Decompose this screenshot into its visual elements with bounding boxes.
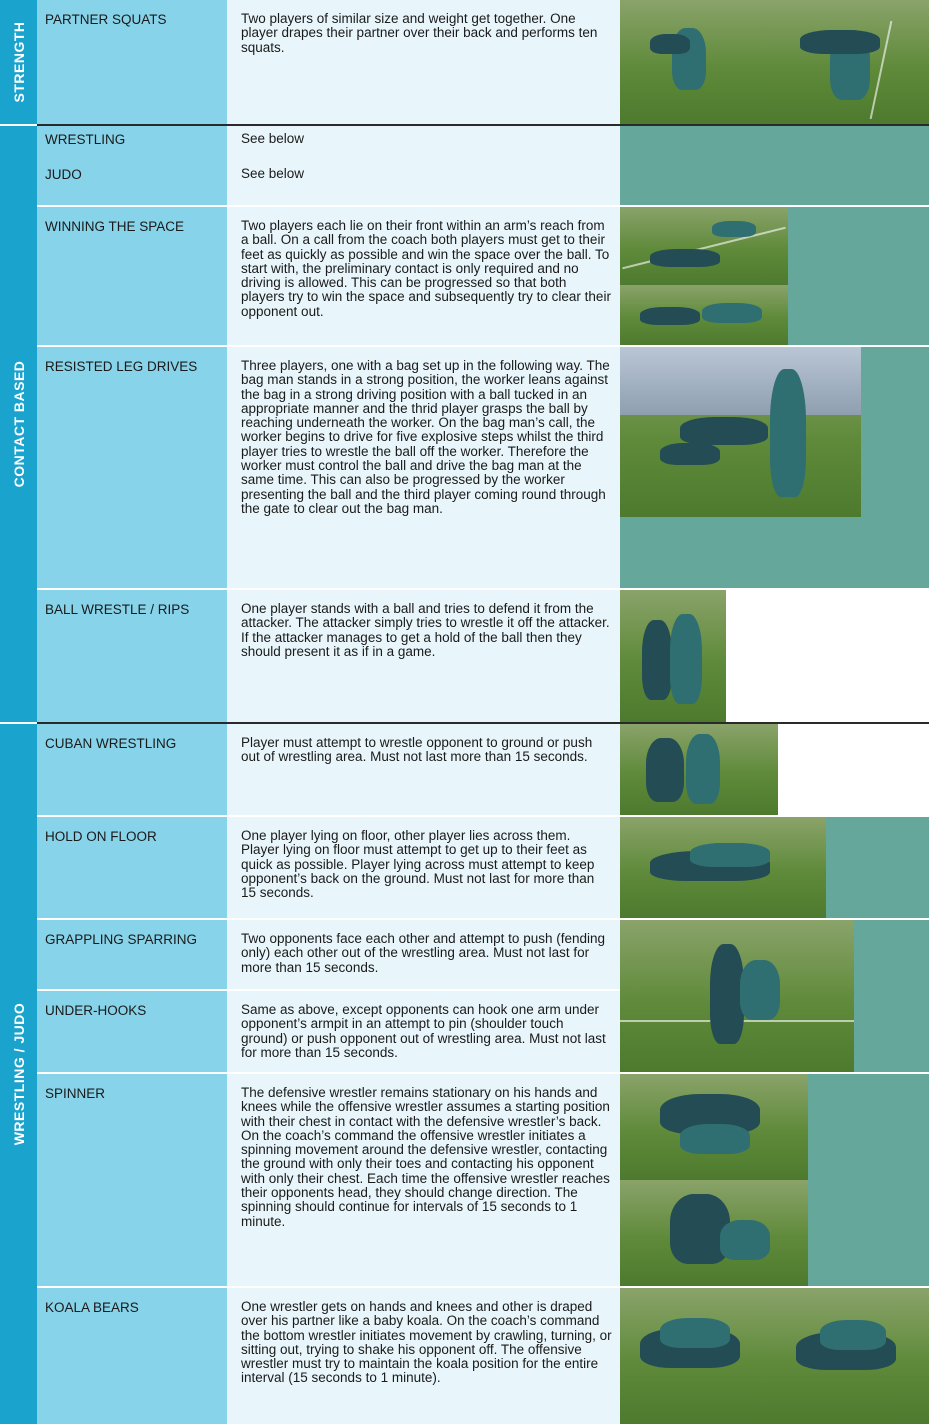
contact-section [0,126,929,722]
exercise-name: GRAPPLING SPARRING [45,932,198,947]
photo-resisted-leg-drives [620,347,861,517]
exercise-description: See below [241,131,305,146]
exercise-name: SPINNER [45,1086,106,1101]
photo-koala-bears-1 [620,1288,776,1424]
exercise-name: JUDO [45,167,82,182]
photo-winning-the-space-2 [620,285,788,345]
exercise-name: CUBAN WRESTLING [45,736,177,751]
exercise-description: Player must attempt to wrestle opponent to ground or push out of wrestling area. Must not last more than 15 seconds. [241,735,593,765]
exercise-row-wrestling-judo [37,126,929,205]
exercise-name: RESISTED LEG DRIVES [45,359,198,374]
photo-cuban-wrestling [620,724,778,815]
exercise-description: Two opponents face each other and attempt to push (fending only) each other out of the wrestling area. Must not last for more than 15 seconds. [241,931,605,975]
strength-side-bar [0,0,37,124]
exercise-row-resisted-leg-drives [37,347,929,588]
exercise-name: WRESTLING [45,132,126,147]
photo-grappling-sparring [620,920,854,1072]
exercise-row-koala-bears [37,1288,929,1424]
exercise-name: HOLD ON FLOOR [45,829,157,844]
contact-side-bar [0,126,37,722]
exercise-name: BALL WRESTLE / RIPS [45,602,190,617]
exercise-description: See below [241,166,305,181]
exercise-row-hold-on-floor [37,817,929,918]
wrestling-side-bar [0,724,37,1424]
exercise-name: PARTNER SQUATS [45,12,167,27]
exercise-description: One player lying on floor, other player lies across them. Player lying on floor must attempt to get up to their feet as quick as possible. Player lying across must attempt to keep opponent’s back on the ground. Must not last for more than 15 seconds. [241,828,595,901]
exercise-row-winning-the-space [37,207,929,345]
exercise-row-partner-squats [37,0,929,124]
photo-winning-the-space-1 [620,207,788,285]
wrestling-section-label: WRESTLING / JUDO [10,1002,27,1146]
strength-section-label: STRENGTH [10,21,27,103]
photo-partner-squats-2 [760,0,929,124]
exercise-description: One wrestler gets on hands and knees and other is draped over his partner like a baby koala. On the coach’s command the bottom wrestler initiates movement by crawling, turning, or sitting out, trying to shake his opponent off. The offensive wrestler must try to maintain the koala position for the entire interval (15 seconds to 1 minute). [241,1299,612,1386]
photo-spinner-2 [620,1180,808,1286]
photo-spinner-1 [620,1074,808,1180]
exercise-name: UNDER-HOOKS [45,1003,147,1018]
exercise-row-ball-wrestle-rips [37,590,929,722]
exercise-description: Two players each lie on their front within an arm’s reach from a ball. On a call from the coach both players must get to their feet as quickly as possible and win the space over the ball. To start with, the preliminary contact is only required and no driving is allowed. This can be progressed so that both players try to win the space and subsequently try to clear their opponent out. [241,218,611,319]
exercise-row-cuban-wrestling [37,724,929,815]
photo-ball-wrestle [620,590,726,722]
exercise-description: Same as above, except opponents can hook one arm under opponent’s armpit in an attempt to pin (shoulder touch ground) or push opponent out of wrestling area. Must not last for more than 15 seconds. [241,1002,606,1060]
exercise-name: WINNING THE SPACE [45,219,185,234]
wrestling-section [0,724,929,1424]
photo-partner-squats-1 [620,0,760,124]
strength-section [0,0,929,124]
exercise-row-spinner [37,1074,929,1286]
exercise-description: One player stands with a ball and tries to defend it from the attacker. The attacker simply tries to wrestle it off the attacker. If the attacker manages to get a hold of the ball then they should present it as if in a game. [241,601,610,659]
contact-section-label: CONTACT BASED [10,360,27,488]
photo-hold-on-floor [620,817,826,918]
exercise-description: Two players of similar size and weight get together. One player drapes their partner over their back and performs ten squats. [241,11,598,55]
image-placeholder [620,126,929,205]
exercise-description: Three players, one with a bag set up in the following way. The bag man stands in a strong position, the worker leans against the bag in a strong driving position with a ball tucked in an appropriate manner and the thrid player grasps the ball by reaching underneath the worker. On the bag man’s call, the worker begins to drive for five explosive steps whilst the third player tries to wrestle the ball off the worker. Therefore the worker must control the ball and drive the bag man at the same time. This can also be progressed by the worker presenting the ball and the third player coming round through the gate to clear out the bag man. [241,358,610,516]
photo-koala-bears-2 [776,1288,929,1424]
exercise-description: The defensive wrestler remains stationary on his hands and knees while the offensive wrestler assumes a starting position with their chest in contact with the defensive wrestler’s back. On the coach’s command the offensive wrestler initiates a spinning movement around the defensive wrestler, contacting the ground with only their toes and contacting his opponent with only their chest. Each time the offensive wrestler reaches their opponents head, they should change direction. The spinning should continue for intervals of 15 seconds to 1 minute. [241,1085,610,1229]
exercise-name: KOALA BEARS [45,1300,139,1315]
